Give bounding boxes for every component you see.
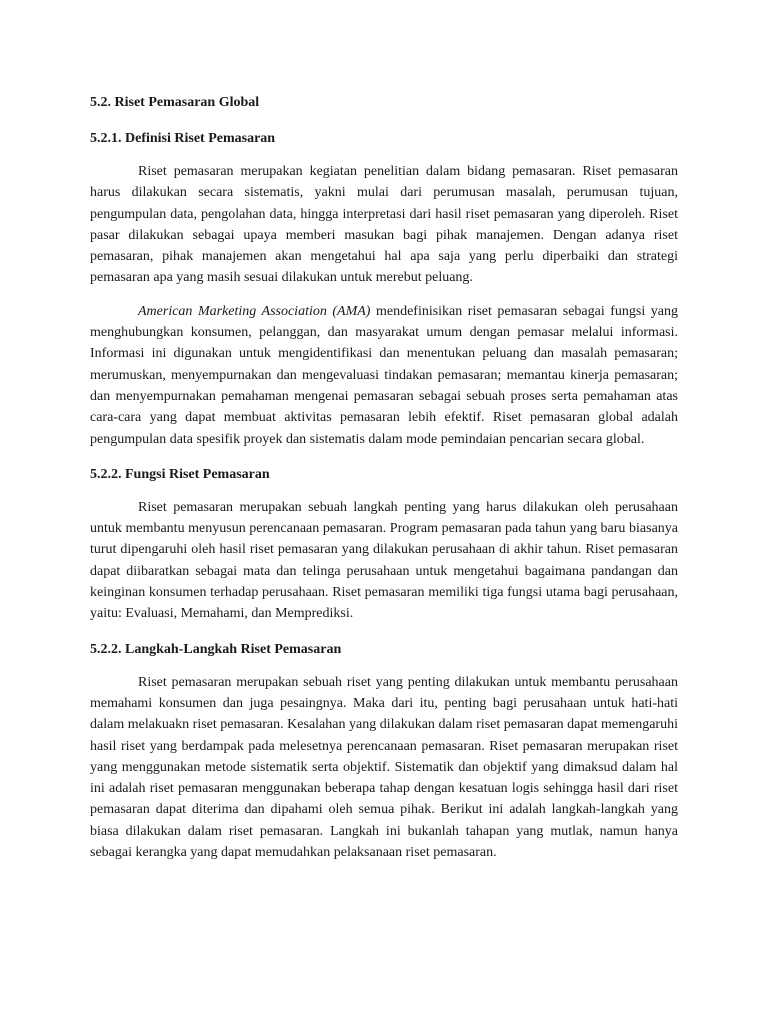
section-langkah <box>90 639 678 864</box>
section-definisi <box>90 128 678 450</box>
section-heading-definisi: 5.2.1. Definisi Riset Pemasaran <box>90 131 276 146</box>
ama-italic-text: American Marketing Association (AMA) <box>138 303 371 319</box>
paragraph-definisi-2 <box>90 301 678 450</box>
paragraph-fungsi-1: Riset pemasaran merupakan sebuah langkah penting yang harus dilakukan oleh perusahaan untuk membantu menyusun perencanaan pemasaran. Program pemasaran pada tahun yang baru biasanya turut dipengaruhi oleh hasil riset pemasaran yang dilakukan perusahaan di akhir tahun. Riset pemasaran dapat diibaratkan sebagai mata dan telinga perusahaan untuk mengetahui bagaimana pandangan dan keinginan konsumen terhadap perusahaan. Riset pemasaran memiliki tiga fungsi utama bagi perusahaan, yaitu: Evaluasi, Memahami, dan Memprediksi. <box>90 499 678 622</box>
section-fungsi <box>90 464 678 625</box>
section-heading-fungsi: 5.2.2. Fungsi Riset Pemasaran <box>90 466 270 482</box>
paragraph-definisi-1: Riset pemasaran merupakan kegiatan penelitian dalam bidang pemasaran. Riset pemasaran harus dilakukan secara sistematis, yakni mulai dari perumusan masalah, perumusan tujuan, pengumpulan data, pengolahan data, hingga interpretasi dari hasil riset pemasaran yang diperoleh. Riset pasar dilakukan sebagai upaya memberi masukan bagi pihak manajemen. Dengan adanya riset pemasaran, pihak manajemen akan mengetahui hal apa saja yang perlu diperbaiki dan strategi pemasaran apa yang masih sesuai dilakukan untuk merebut peluang. <box>90 164 678 286</box>
paragraph-definisi-2-text: mendefinisikan riset pemasaran sebagai fungsi yang menghubungkan konsumen, pelanggan, dan masyarakat umum dengan pemasar melalui informasi. Informasi ini digunakan untuk mengidentifikasi dan menentukan peluang dan masalah pemasaran; merumuskan, menyempurnakan dan mengevaluasi tindakan pemasaran; memantau kinerja pemasaran; dan menyempurnakan pemahaman mengenai pemasaran sebagai sebuah proses serta pemahaman atas cara-cara yang dapat membuat aktivitas pemasaran lebih efektif. Riset pemasaran global adalah pengumpulan data spesifik proyek dan sistematis dalam mode pemindaian pencarian secara global. <box>90 303 678 447</box>
section-heading-langkah: 5.2.2. Langkah-Langkah Riset Pemasaran <box>90 641 342 657</box>
paragraph-langkah-1: Riset pemasaran merupakan sebuah riset yang penting dilakukan untuk membantu perusahaan memahami konsumen dan juga pesaingnya. Maka dari itu, penting bagi perusahaan untuk hati-hati dalam melakuakn riset pemasaran. Kesalahan yang dilakukan dalam riset pemasaran dapat memengaruhi hasil riset yang berdampak pada melesetnya perencanaan pemasaran. Riset pemasaran merupakan riset yang menggunakan metode sistematik serta objektif. Sistematik dan objektif yang dimaksud dalam hal ini adalah riset pemasaran menggunakan beberapa tahap dengan kesatuan logis sehingga hasil dari riset pemasaran dapat diterima dan dipahami oleh semua pihak. Berikut ini adalah langkah-langkah yang biasa dilakukan dalam riset pemasaran. Langkah ini bukanlah tahapan yang mutlak, namun hanya sebagai kerangka yang dapat memudahkan pelaksanaan riset pemasaran. <box>90 674 678 861</box>
main-heading: 5.2. Riset Pemasaran Global <box>90 95 260 110</box>
